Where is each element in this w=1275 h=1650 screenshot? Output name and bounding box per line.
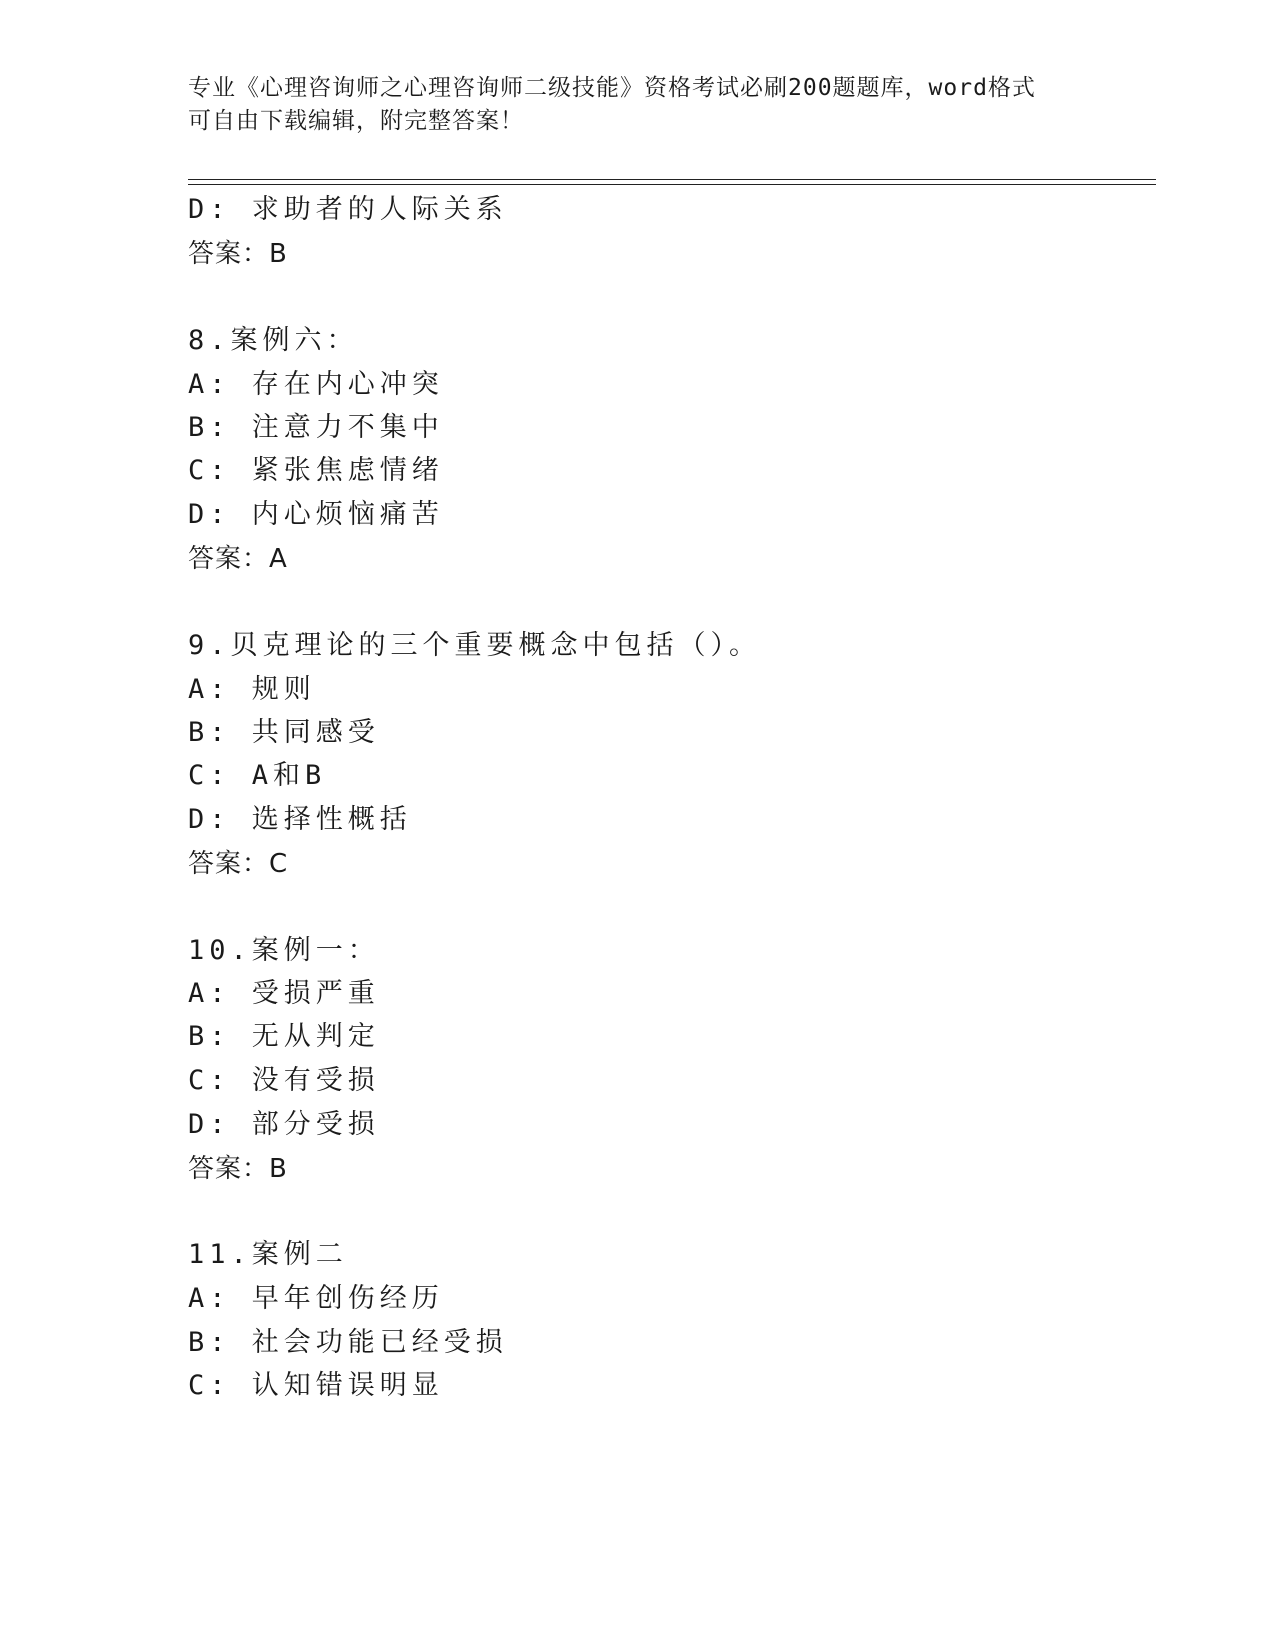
q10-answer: 答案：B <box>188 1154 288 1184</box>
q10-option-a: A: 受损严重 <box>188 978 380 1009</box>
header-rule-bottom <box>188 184 1156 185</box>
q8-option-d: D: 内心烦恼痛苦 <box>188 499 444 530</box>
q9-option-a: A: 规则 <box>188 674 316 705</box>
q9-option-b: B: 共同感受 <box>188 717 380 748</box>
q11-question: 11.案例二 <box>188 1239 348 1270</box>
q9-question: 9.贝克理论的三个重要概念中包括（）。 <box>188 630 762 661</box>
q9-option-d: D: 选择性概括 <box>188 804 412 835</box>
q9-option-c: C: A和B <box>188 760 327 791</box>
q8-question: 8.案例六： <box>188 325 359 356</box>
q10-question: 10.案例一： <box>188 935 380 966</box>
q11-option-c: C: 认知错误明显 <box>188 1370 444 1401</box>
document-header <box>188 72 1078 138</box>
q7-option-d: D: 求助者的人际关系 <box>188 194 508 225</box>
header-line-2: 可自由下载编辑，附完整答案！ <box>188 108 524 134</box>
q7-answer: 答案：B <box>188 239 288 269</box>
q10-option-c: C: 没有受损 <box>188 1065 380 1096</box>
q11-option-b: B: 社会功能已经受损 <box>188 1327 508 1358</box>
q8-option-a: A: 存在内心冲突 <box>188 369 444 400</box>
q10-option-b: B: 无从判定 <box>188 1021 380 1052</box>
header-rule-top <box>188 179 1156 180</box>
q9-answer: 答案：C <box>188 849 289 879</box>
q8-answer: 答案：A <box>188 544 288 574</box>
q8-option-b: B: 注意力不集中 <box>188 412 444 443</box>
header-line-1: 专业《心理咨询师之心理咨询师二级技能》资格考试必刷200题题库，word格式 <box>188 75 1036 101</box>
q8-option-c: C: 紧张焦虑情绪 <box>188 455 444 486</box>
q10-option-d: D: 部分受损 <box>188 1109 380 1140</box>
q11-option-a: A: 早年创伤经历 <box>188 1283 444 1314</box>
